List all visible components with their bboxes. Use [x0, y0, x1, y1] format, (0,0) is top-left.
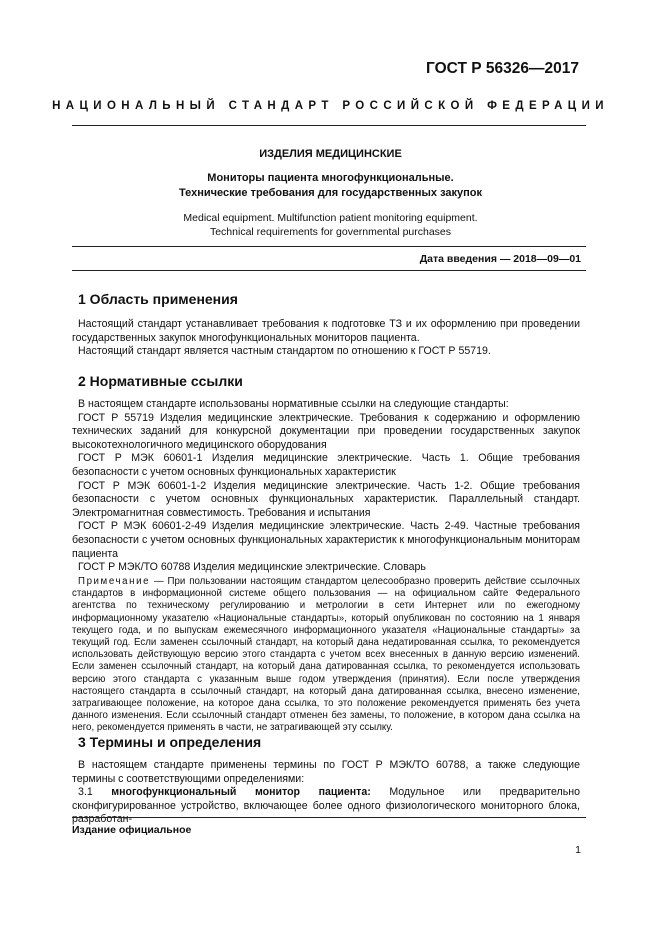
- document-title: ИЗДЕЛИЯ МЕДИЦИНСКИЕ: [259, 148, 402, 160]
- footer-divider: [72, 817, 586, 818]
- reference-item: ГОСТ Р МЭК/ТО 60788 Изделия медицинские электрические. Словарь: [78, 561, 426, 574]
- note-label: Примечание: [78, 576, 151, 587]
- reference-item: ГОСТ Р МЭК 60601-1 Изделия медицинские электрические. Часть 1. Общие требования безопасности с учетом основных функциональных характеристик: [72, 452, 580, 478]
- term-number: 3.1: [78, 786, 112, 799]
- national-standard-banner: НАЦИОНАЛЬНЫЙ СТАНДАРТ РОССИЙСКОЙ ФЕДЕРАЦИИ: [52, 100, 609, 112]
- date-top-divider: [72, 246, 586, 247]
- reference-item: ГОСТ Р МЭК 60601-2-49 Изделия медицинские электрические. Часть 2-49. Частные требования безопасности с учетом основных функциональных характеристик к многофункциональным мониторам пациента: [72, 520, 580, 560]
- section-1-body: [72, 318, 580, 359]
- document-subtitle: [0, 171, 661, 201]
- section-3-intro: В настоящем стандарте применены термины по ГОСТ Р МЭК/ТО 60788, а также следующие термины с соответствующими определениями:: [72, 759, 580, 785]
- section-2-note: [72, 576, 580, 735]
- term-definition-text: Модульное или предварительно сконфигурированное устройство, включающее более одного физиологического мониторного блока, разработан-: [72, 786, 580, 826]
- english-title-line-2: Technical requirements for governmental purchases: [209, 225, 452, 238]
- document-code: ГОСТ Р 56326—2017: [426, 60, 579, 77]
- term-definition: [72, 786, 580, 827]
- subtitle-line-2: Технические требования для государственных закупок: [178, 187, 483, 199]
- section-2-intro: В настоящем стандарте использованы нормативные ссылки на следующие стандарты:: [78, 398, 509, 410]
- reference-item: ГОСТ Р МЭК 60601-1-2 Изделия медицинские электрические. Часть 1-2. Общие требования безопасности с учетом основных функциональных характеристик. Параллельный стандарт. Электромагнитная совместимость. Требования и испытания: [72, 479, 580, 519]
- section-2-body: [72, 398, 580, 575]
- header-divider: [72, 125, 586, 126]
- page-number: 1: [575, 844, 581, 856]
- introduction-date: Дата введения — 2018—09—01: [419, 253, 581, 265]
- reference-item: ГОСТ Р 55719 Изделия медицинские электрические. Требования к содержанию и оформлению технических заданий для конкурсной документации при проведении государственных закупок высокотехнологичного медицинского оборудования: [72, 411, 580, 451]
- section-2-heading: 2 Нормативные ссылки: [78, 373, 243, 389]
- english-title-line-1: Medical equipment. Multifunction patient monitoring equipment.: [183, 212, 478, 224]
- english-title: [0, 212, 661, 239]
- term-name: многофункциональный монитор пациента:: [111, 786, 371, 799]
- section-3-heading: 3 Термины и определения: [78, 734, 262, 750]
- edition-label: Издание официальное: [72, 824, 192, 836]
- section-1-heading: 1 Область применения: [78, 291, 238, 307]
- date-bottom-divider: [72, 270, 586, 271]
- section-1-paragraph-1: Настоящий стандарт устанавливает требования к подготовке ТЗ и их оформлению при проведении государственных закупок многофункциональных мониторов пациента.: [72, 318, 580, 344]
- subtitle-line-1: Мониторы пациента многофункциональные.: [207, 172, 454, 184]
- note-text: — При пользовании настоящим стандартом целесообразно проверить действие ссылочных стандартов в информационной системе общего пользования — на официальном сайте Федерального агентства по техническому регулированию и метрологии в сети Интернет или по ежегодному информационному указателю «Национальные стандарты», который опубликован по состоянию на 1 января текущего года, и по выпускам ежемесячного информационного указателя «Национальные стандарты» за текущий год. Если заменен ссылочный стандарт, на который дана недатированная ссылка, то рекомендуется использовать действующую версию этого стандарта с учетом всех внесенных в данную версию изменений. Если заменен ссылочный стандарт, на который дана датированная ссылка, то рекомендуется использовать версию этого стандарта с указанным выше годом утверждения (принятия). Если после утверждения настоящего стандарта в ссылочный стандарт, на который дана датированная ссылка, внесено изменение, затрагивающее положение, на которое дана ссылка, то это положение рекомендуется применять без учета данного изменения. Если ссылочный стандарт отменен без замены, то положение, в котором дана ссылка на него, рекомендуется применять в части, не затрагивающей эту ссылку.: [72, 576, 580, 734]
- section-1-paragraph-2: Настоящий стандарт является частным стандартом по отношению к ГОСТ Р 55719.: [78, 345, 491, 358]
